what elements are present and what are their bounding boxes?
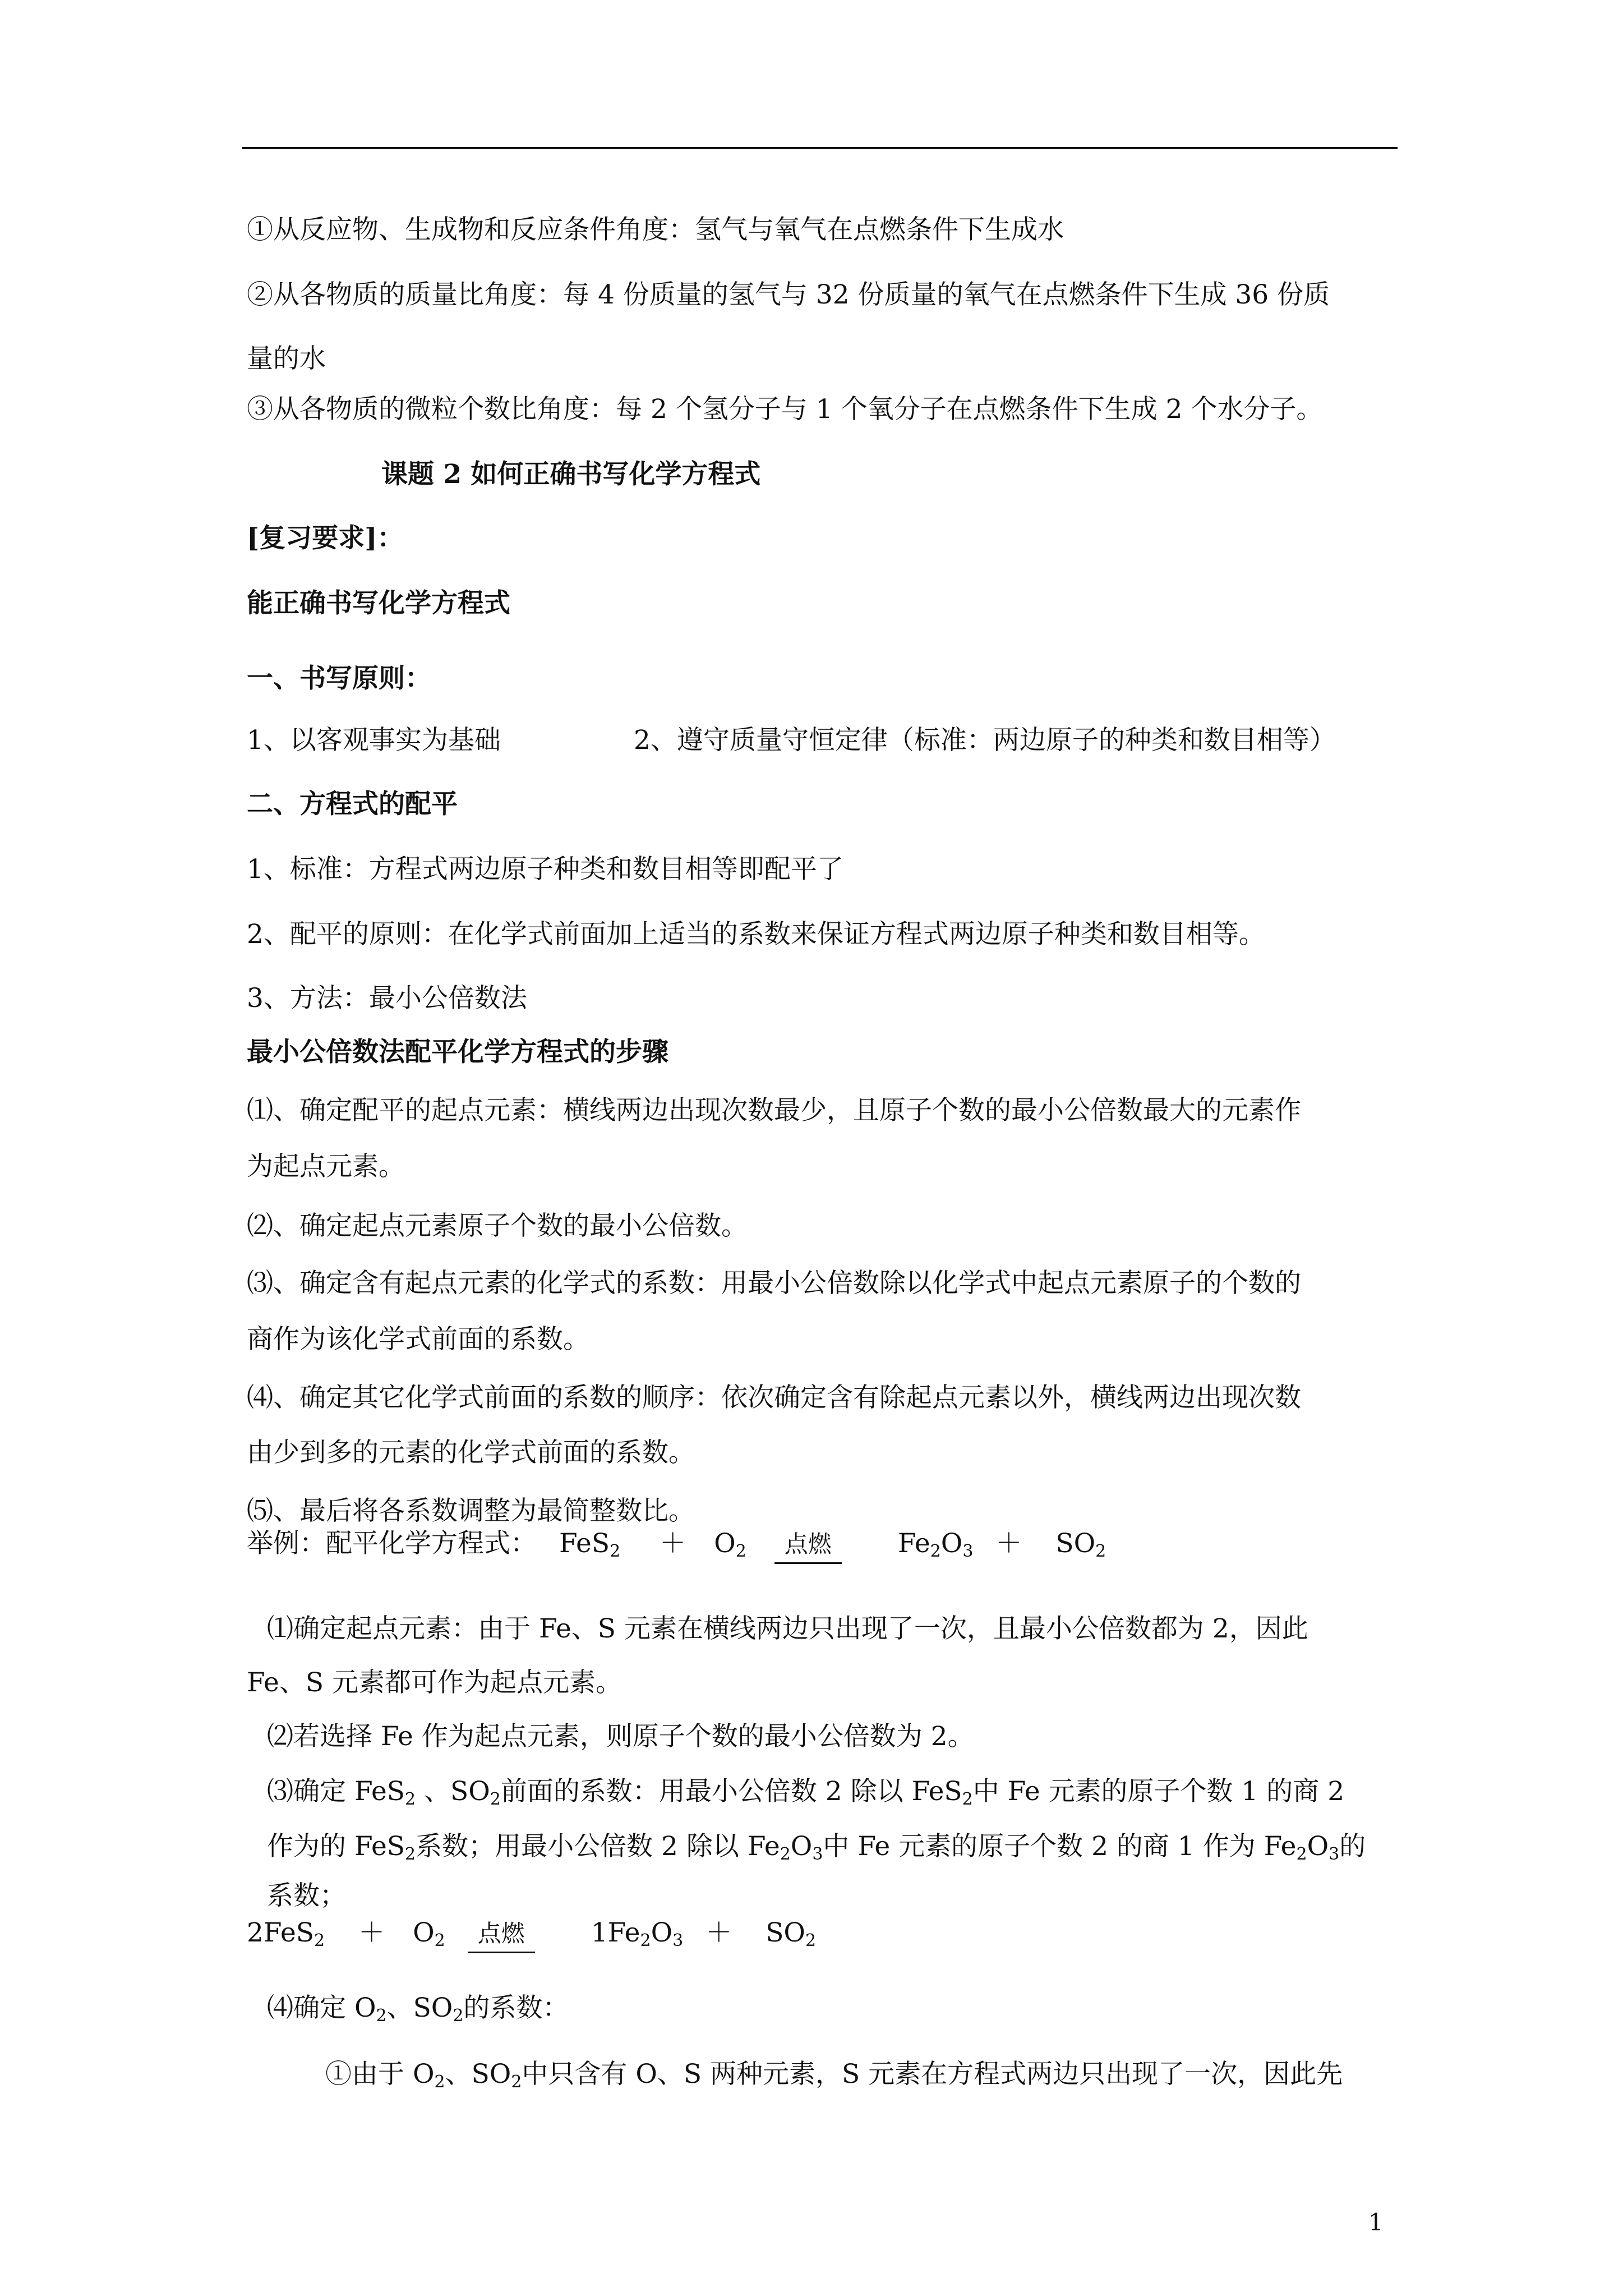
text-line: ③从各物质的微粒个数比角度：每 2 个氢分子与 1 个氧分子在点燃条件下生成 2 个水分子。	[247, 394, 1323, 425]
text-line: ⑵、确定起点元素原子个数的最小公倍数。	[247, 1211, 748, 1241]
header-rule	[242, 147, 1398, 149]
text-line: ⑷确定 $O_2$、$SO_2$的系数：	[267, 1993, 569, 2026]
example-equation: 举例：配平化学方程式： $FeS_2 + O_2$ 点燃 $Fe_2O_3 + SO_2$	[247, 1527, 1106, 1564]
heading: 二、方程式的配平	[247, 789, 458, 820]
text-line: ①从反应物、生成物和反应条件角度：氢气与氧气在点燃条件下生成水	[247, 214, 1064, 245]
section-title: 课题 2 如何正确书写化学方程式	[381, 459, 761, 490]
text-line: ⑶确定 FeS$_2$ 、$SO_2$前面的系数：用最小公倍数 2 除以 FeS$_2$中 Fe 元素的原子个数 1 的商 2	[267, 1776, 1345, 1809]
heading: 能正确书写化学方程式	[247, 588, 510, 619]
example-prefix: 举例：配平化学方程式：	[247, 1528, 537, 1559]
text-line: ⑶、确定含有起点元素的化学式的系数：用最小公倍数除以化学式中起点元素原子的个数的	[247, 1268, 1301, 1299]
text-line: 系数；	[267, 1880, 346, 1911]
text-line: 2、遵守质量守恒定律（标准：两边原子的种类和数目相等）	[634, 725, 1336, 756]
reaction-condition: 点燃	[468, 1917, 535, 1953]
heading: 最小公倍数法配平化学方程式的步骤	[247, 1037, 668, 1068]
text-line: ⑷、确定其它化学式前面的系数的顺序：依次确定含有除起点元素以外，横线两边出现次数	[247, 1382, 1301, 1413]
text-line: ⑴、确定配平的起点元素：横线两边出现次数最少，且原子个数的最小公倍数最大的元素作	[247, 1095, 1301, 1126]
text-line: 商作为该化学式前面的系数。	[247, 1324, 589, 1355]
heading: [复习要求]：	[247, 523, 404, 554]
text-line: 2、配平的原则：在化学式前面加上适当的系数来保证方程式两边原子种类和数目相等。	[247, 919, 1265, 950]
text-line: 1、以客观事实为基础	[247, 725, 501, 756]
text-line: 3、方法：最小公倍数法	[247, 983, 527, 1014]
text-line: ⑵若选择 Fe 作为起点元素，则原子个数的最小公倍数为 2。	[267, 1721, 974, 1752]
reaction-condition: 点燃	[774, 1527, 842, 1564]
heading: 一、书写原则：	[247, 663, 431, 694]
text-line: Fe、S 元素都可作为起点元素。	[247, 1667, 622, 1698]
page-number: 1	[1368, 2208, 1384, 2236]
balanced-equation: $2FeS_2 + O_2$ 点燃 $1Fe_2O_3 + SO_2$	[247, 1916, 816, 1953]
text-line: ①由于 $O_2$、$SO_2$中只含有 O、S 两种元素，S 元素在方程式两边只出现了一次，因此先	[325, 2059, 1343, 2092]
text-line: 为起点元素。	[247, 1151, 405, 1182]
text-line: ②从各物质的质量比角度：每 4 份质量的氢气与 32 份质量的氧气在点燃条件下生成 36 份质	[247, 279, 1330, 310]
text-line: 1、标准：方程式两边原子种类和数目相等即配平了	[247, 854, 843, 885]
text-line: 作为的 FeS$_2$系数；用最小公倍数 2 除以 $Fe_2O_3$中 Fe 元素的原子个数 2 的商 1 作为 $Fe_2O_3$的	[267, 1831, 1366, 1864]
text-line: ⑸、最后将各系数调整为最简整数比。	[247, 1496, 695, 1526]
text-line: 由少到多的元素的化学式前面的系数。	[247, 1437, 695, 1468]
text-line: 量的水	[247, 343, 326, 374]
text-line: ⑴确定起点元素：由于 Fe、S 元素在横线两边只出现了一次，且最小公倍数都为 2，因此	[267, 1613, 1308, 1644]
